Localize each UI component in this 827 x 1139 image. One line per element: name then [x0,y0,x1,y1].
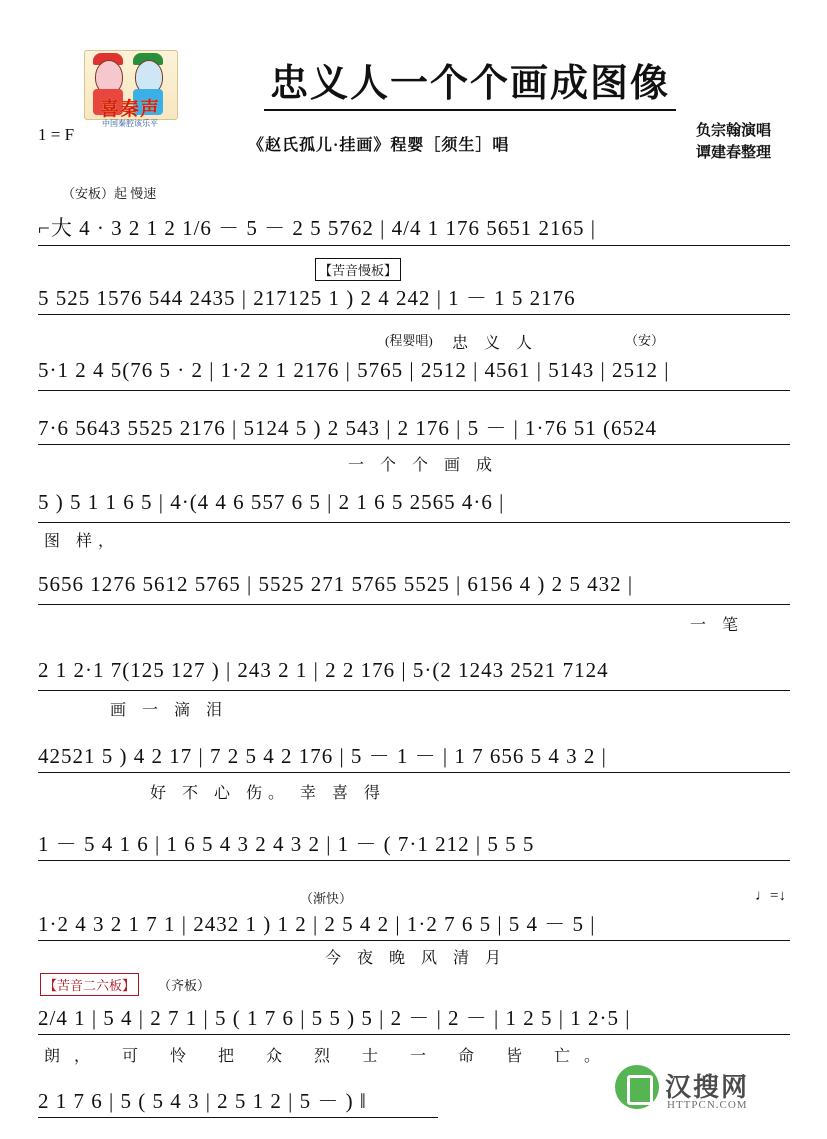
watermark [615,1063,805,1119]
page-title [180,52,760,111]
watermark-url: HTTPCN.COM [667,1099,748,1111]
system-notes: ⌐大 4 · 3 2 1 2 1/6 － 5 － 2 5 5762 | 4/4 1 176 5651 2165 | [38,216,596,240]
mark-chengying-sing: (程婴唱) [385,333,433,348]
page-title-text: 忠义人一个个画成图像 [264,52,676,111]
system-lyrics: 一 笔 [690,617,745,634]
logo-sub-text: 中国秦腔该乐平 [102,119,158,128]
system-notes: 2/4 1 | 5 4 | 2 7 1 | 5 ( 1 7 6 | 5 5 ) 5 | 2 － | 2 － | 1 2 5 | 1 2·5 | [38,1006,631,1030]
system-lyrics: 一 个 个 画 成 [348,457,499,474]
mark-jiankuai: （渐快） [300,891,353,906]
mark-qiban: （齐板） [158,978,211,993]
credit-arranger: 谭建春整理 [695,145,771,161]
credit-singer: 负宗翰演唱 [695,123,771,139]
logo-brand-text: 喜秦声 [99,99,160,120]
mark-an-paren: （安） [625,333,665,348]
watermark-logo-icon [615,1065,659,1109]
system-notes: 5656 1276 5612 5765 | 5525 271 5765 5525 | 6156 4 ) 2 5 432 | [38,572,634,596]
system-notes: 42521 5 ) 4 2 17 | 7 2 5 4 2 176 | 5 － 1 － | 1 7 656 5 4 3 2 | [38,744,607,768]
system-notes: 1·2 4 3 2 1 7 1 | 2432 1 ) 1 2 | 2 5 4 2 | 1·2 7 6 5 | 5 4 － 5 | [38,912,596,936]
system-lyrics: 好 不 心 伤。 幸 喜 得 [150,785,387,802]
system-lyrics: 图 样， [44,533,121,550]
system-lyrics: 今 夜 晚 风 清 月 [325,950,508,967]
mark-anban: （安板）起 慢速 [62,186,157,201]
system-notes: 2 1 7 6 | 5 ( 5 4 3 | 2 5 1 2 | 5 － ) ‖ [38,1089,367,1113]
system-lyrics: 画 一 滴 泪 [110,702,229,719]
system-lyrics: 忠 义 人 [452,335,539,352]
publisher-logo [84,50,176,142]
system-notes: 7·6 5643 5525 2176 | 5124 5 ) 2 543 | 2 176 | 5 － | 1·76 51 (6524 [38,416,658,440]
credits [696,120,771,164]
system-notes: 5·1 2 4 5(76 5 · 2 | 1·2 2 1 2176 | 5765 | 2512 | 4561 | 5143 | 2512 | [38,358,670,382]
mark-kuyin-erliuban: 【苦音二六板】 [40,973,139,996]
subtitle: 《赵氏孤儿·挂画》程婴［须生］唱 [248,137,510,154]
system-notes: 1 － 5 4 1 6 | 1 6 5 4 3 2 4 3 2 | 1 － ( 7·1 212 | 5 5 5 [38,832,535,856]
system-notes: 5 ) 5 1 1 6 5 | 4·(4 4 6 557 6 5 | 2 1 6 5 2565 4·6 | [38,490,505,514]
system-notes: 2 1 2·1 7(125 127 ) | 243 2 1 | 2 2 176 | 5·(2 1243 2521 7124 [38,658,609,682]
mark-kuyin-manban: 【苦音慢板】 [315,258,401,281]
watermark-text: 汉搜网 [665,1073,750,1102]
mark-tempo-note: ♩=↓ [755,888,786,904]
system-lyrics: 朗， 可 怜 把 众 烈 士 一 命 皆 亡。 [44,1048,615,1065]
system-notes: 5 525 1576 544 2435 | 217125 1 ) 2 4 242 | 1 － 1 5 2176 [38,286,576,310]
key-signature: 1 = F [38,125,75,144]
